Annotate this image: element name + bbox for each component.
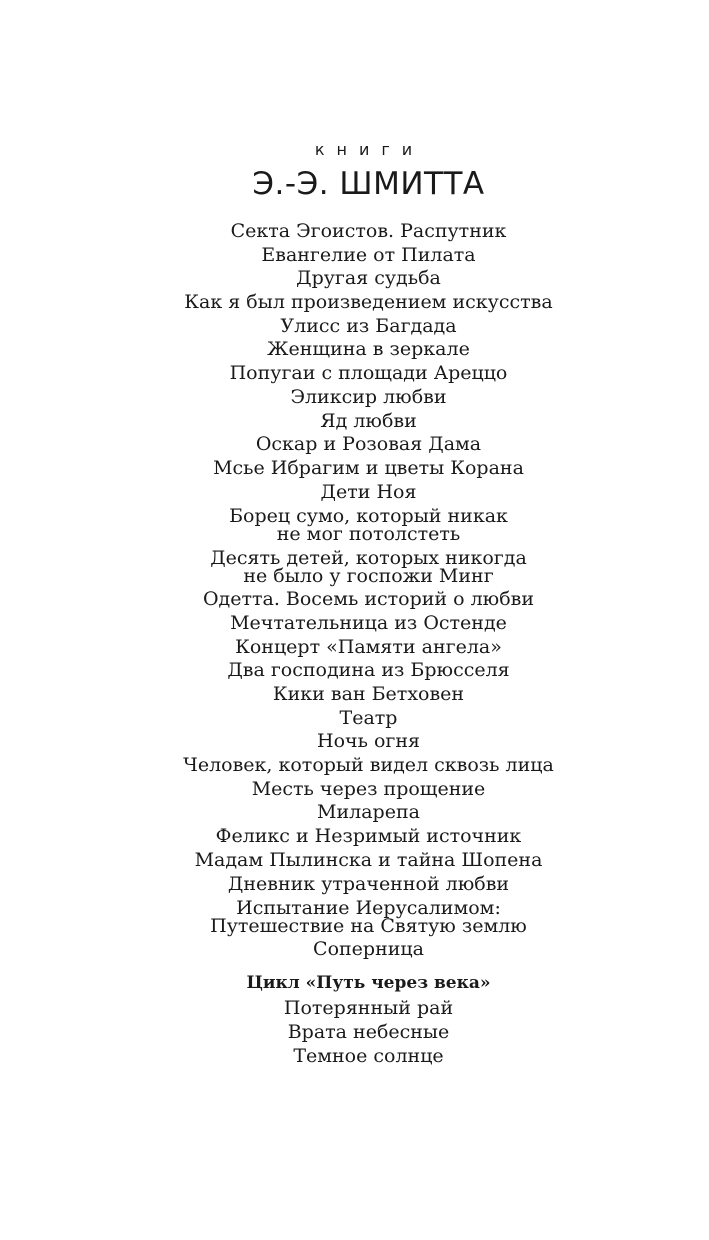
book-title: Мадам Пылинска и тайна Шопена xyxy=(194,848,543,871)
book-title-line: Испытание Иерусалимом: xyxy=(236,897,501,920)
book-title: Улисс из Багдада xyxy=(280,314,457,337)
book-title: Мсье Ибрагим и цветы Корана xyxy=(213,456,524,479)
book-title-line: Борец сумо, который никак xyxy=(229,505,508,528)
author-heading: Э.-Э. ШМИТТА xyxy=(252,166,485,202)
cycle-book-list xyxy=(0,996,709,1068)
book-title: Дневник утраченной любви xyxy=(227,872,510,895)
book-title-line: Путешествие на Святую землю xyxy=(210,915,527,938)
book-title-line: не мог потолстеть xyxy=(276,523,461,546)
book-title: Концерт «Памяти ангела» xyxy=(235,635,502,658)
book-title: Кики ван Бетховен xyxy=(272,683,465,705)
book-title-line: не было у госпожи Минг xyxy=(243,565,494,588)
book-title: Как я был произведением искусства xyxy=(184,291,553,314)
book-title: Оскар и Розовая Дама xyxy=(255,433,482,456)
book-title-line: Десять детей, которых никогда xyxy=(210,547,527,570)
book-title: Два господина из Брюсселя xyxy=(227,659,510,682)
book-title: Театр xyxy=(339,706,398,729)
section-kicker: книги xyxy=(314,140,425,159)
book-title xyxy=(0,896,709,938)
cycle-book-title: Потерянный рай xyxy=(283,997,454,1019)
book-title: Мечтательница из Остенде xyxy=(230,611,507,634)
book-title: Другая судьба xyxy=(296,267,441,290)
cycle-book-title: Врата небесные xyxy=(287,1021,450,1043)
book-title: Миларепа xyxy=(317,801,420,824)
book-title: Феликс и Незримый источник xyxy=(215,825,522,848)
cycle-book-title: Темное солнце xyxy=(293,1045,444,1067)
book-title: Женщина в зеркале xyxy=(267,338,470,361)
book-title: Одетта. Восемь историй о любви xyxy=(202,588,535,611)
book-title: Дети Ноя xyxy=(320,480,417,503)
cycle-heading: Цикл «Путь через века» xyxy=(246,973,491,993)
book-title: Эликсир любви xyxy=(290,385,447,408)
book-list xyxy=(0,220,709,962)
book-title: Человек, который видел сквозь лица xyxy=(183,754,554,777)
book-title xyxy=(0,546,709,588)
book-title: Попугаи с площади Ареццо xyxy=(229,362,508,385)
book-title: Яд любви xyxy=(320,409,417,432)
book-title: Ночь огня xyxy=(317,730,420,753)
book-title: Секта Эгоистов. Распутник xyxy=(230,220,507,242)
book-title: Евангелие от Пилата xyxy=(261,243,476,266)
book-title: Месть через прощение xyxy=(251,777,486,800)
book-title: Соперница xyxy=(313,938,424,961)
book-title xyxy=(0,504,709,546)
